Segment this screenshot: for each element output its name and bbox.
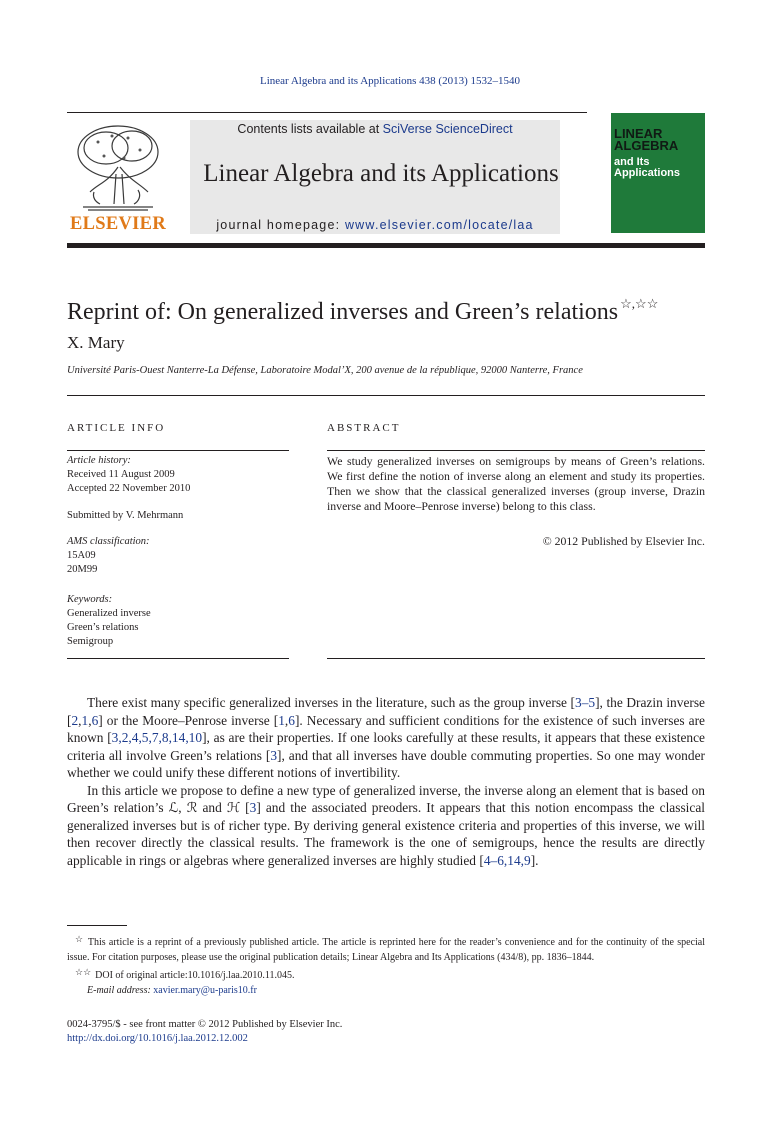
header-thick-divider	[67, 243, 705, 248]
footnote	[67, 965, 705, 984]
paragraph	[67, 782, 705, 870]
reference-link[interactable]: 3	[249, 800, 257, 815]
author-affiliation: Université Paris-Ouest Nanterre-La Défense, Laboratoire Modal’X, 200 avenue de la république, 92000 Nanterre, France	[67, 365, 583, 376]
elsevier-wordmark: ELSEVIER	[70, 214, 166, 234]
text-run: ,	[78, 712, 82, 728]
article-info-top-rule	[67, 450, 289, 451]
footnote-rule	[67, 925, 127, 926]
ams-code: 20M99	[67, 564, 98, 575]
top-divider	[67, 112, 587, 113]
issn-line: 0024-3795/$ - see front matter © 2012 Published by Elsevier Inc.	[67, 1019, 343, 1030]
cover-subtitle	[614, 157, 704, 179]
paragraph	[67, 694, 705, 782]
abstract-copyright: © 2012 Published by Elsevier Inc.	[542, 534, 705, 548]
contents-line	[190, 122, 560, 136]
keywords	[67, 593, 151, 649]
cover-title	[614, 128, 704, 152]
abstract-heading: ABSTRACT	[327, 422, 401, 434]
article-title-text: Reprint of: On generalized inverses and Green’s relations	[67, 299, 619, 325]
email-link[interactable]: xavier.mary@u-paris10.fr	[153, 984, 257, 996]
text-run: ], and that all inverses have double commuting properties. So one may wonder whether we could unify these different notions of invertibility.	[67, 747, 705, 780]
text-run: ]. Necessary and sufficient conditions for the existence of such inverses are known [	[67, 712, 705, 745]
reference-link[interactable]: 4–6,14,9	[483, 852, 531, 868]
doi-link[interactable]: http://dx.doi.org/10.1016/j.laa.2012.12.002	[67, 1033, 248, 1044]
text-run: ,	[88, 712, 92, 728]
reference-link[interactable]: 3,2,4,5,7,8,14,10	[111, 730, 203, 745]
email-line	[67, 984, 705, 999]
footnote-mark: ☆☆	[75, 967, 92, 977]
cover-title-line: LINEAR	[614, 126, 663, 141]
email-label: E-mail address:	[87, 984, 151, 996]
keyword: Green’s relations	[67, 622, 139, 633]
text-run: ,	[284, 712, 289, 728]
cover-title-line: ALGEBRA	[614, 138, 679, 153]
cover-subtitle-line: Applications	[614, 167, 681, 179]
green-relations-symbols: ℒ, ℛ	[168, 800, 198, 815]
article-title	[67, 296, 658, 326]
journal-homepage	[190, 218, 560, 232]
footnotes	[67, 932, 705, 998]
keywords-label: Keywords:	[67, 594, 113, 605]
affiliation-divider	[67, 395, 705, 396]
reference-link[interactable]: 6	[91, 712, 99, 728]
footnote-text: This article is a reprint of a previously published article. The article is reprinted here for the reader’s convenience and for the continuity of the special issue. For citation purposes, please use the original publication details; Linear Algebra and Its Applications (434/8), pp. 1836–1844.	[67, 937, 706, 963]
ams-classification	[67, 535, 150, 577]
history-label: Article history:	[67, 455, 131, 466]
text-run: ], as are their properties. If one looks carefully at these results, it appears that these existence criteria all involve Green’s relations [	[67, 730, 705, 763]
keyword: Generalized inverse	[67, 608, 151, 619]
contents-prefix: Contents lists available at	[237, 122, 383, 136]
journal-title: Linear Algebra and its Applications	[203, 160, 559, 187]
reference-link[interactable]: 1	[278, 712, 285, 728]
accepted-date: Accepted 22 November 2010	[67, 483, 191, 494]
ams-label: AMS classification:	[67, 536, 150, 547]
author-name: X. Mary	[67, 333, 125, 352]
reference-link[interactable]: 3–5	[575, 695, 596, 710]
sciencedirect-link[interactable]: SciVerse ScienceDirect	[382, 122, 513, 136]
reference-link[interactable]: 2	[71, 712, 79, 728]
homepage-link[interactable]: www.elsevier.com/locate/laa	[344, 218, 534, 232]
body-text	[67, 694, 705, 869]
title-footnote-marks[interactable]: ☆,☆☆	[620, 296, 659, 311]
text-run: ] or the Moore–Penrose inverse [	[98, 712, 279, 728]
text-run: ], the Drazin inverse [	[67, 695, 705, 728]
submitted-by: Submitted by V. Mehrmann	[67, 510, 184, 521]
text-run: [	[240, 800, 250, 815]
journal-citation[interactable]	[0, 75, 780, 87]
text-run: There exist many specific generalized inverses in the literature, such as the group inverse [	[87, 695, 575, 710]
abstract-bottom-rule	[327, 658, 705, 659]
reference-link[interactable]: 3	[270, 747, 278, 763]
footnote-mark: ☆	[75, 934, 84, 944]
ams-code: 15A09	[67, 550, 96, 561]
cover-subtitle-line: and Its	[614, 156, 650, 168]
text-run: In this article we propose to define a new type of generalized inverse, the inverse along an element that is based on Green’s relation’s	[67, 782, 705, 815]
abstract-top-rule	[327, 450, 705, 451]
keyword: Semigroup	[67, 636, 114, 647]
green-relation-h-symbol: ℋ	[226, 800, 241, 815]
reference-link[interactable]: 1	[81, 712, 89, 728]
reference-link[interactable]: 6	[288, 712, 295, 728]
footnote-text: DOI of original article:10.1016/j.laa.2010.11.045.	[95, 970, 295, 981]
text-run: and	[197, 800, 227, 815]
article-info-heading: ARTICLE INFO	[67, 422, 166, 434]
received-date: Received 11 August 2009	[67, 469, 175, 480]
text-run: ] and the associated preoders. It appears that this notion encompass the classical generalized inverses but is of richer type. By deriving general existence criteria and properties of this inverse, we will then recover directly the classical results. The framework is the one of semigroups, hence the results are directly applicable in rings or algebras where generalized inverses are highly studied [	[67, 800, 705, 868]
abstract-text: We study generalized inverses on semigroups by means of Green’s relations. We first define the notion of inverse along an element and study its properties. Then we show that the classical generalized inverses (group inverse, Drazin inverse and Moore–Penrose inverse) belong to this class.	[327, 454, 705, 513]
text-run: ].	[530, 852, 539, 868]
page-footer	[67, 1018, 342, 1046]
tree-icon	[68, 122, 168, 217]
homepage-prefix: journal homepage:	[216, 218, 345, 232]
article-info-bottom-rule	[67, 658, 289, 659]
article-history	[67, 454, 190, 496]
footnote	[67, 932, 705, 965]
citation-link[interactable]: Linear Algebra and its Applications 438 (2013) 1532–1540	[260, 75, 520, 87]
